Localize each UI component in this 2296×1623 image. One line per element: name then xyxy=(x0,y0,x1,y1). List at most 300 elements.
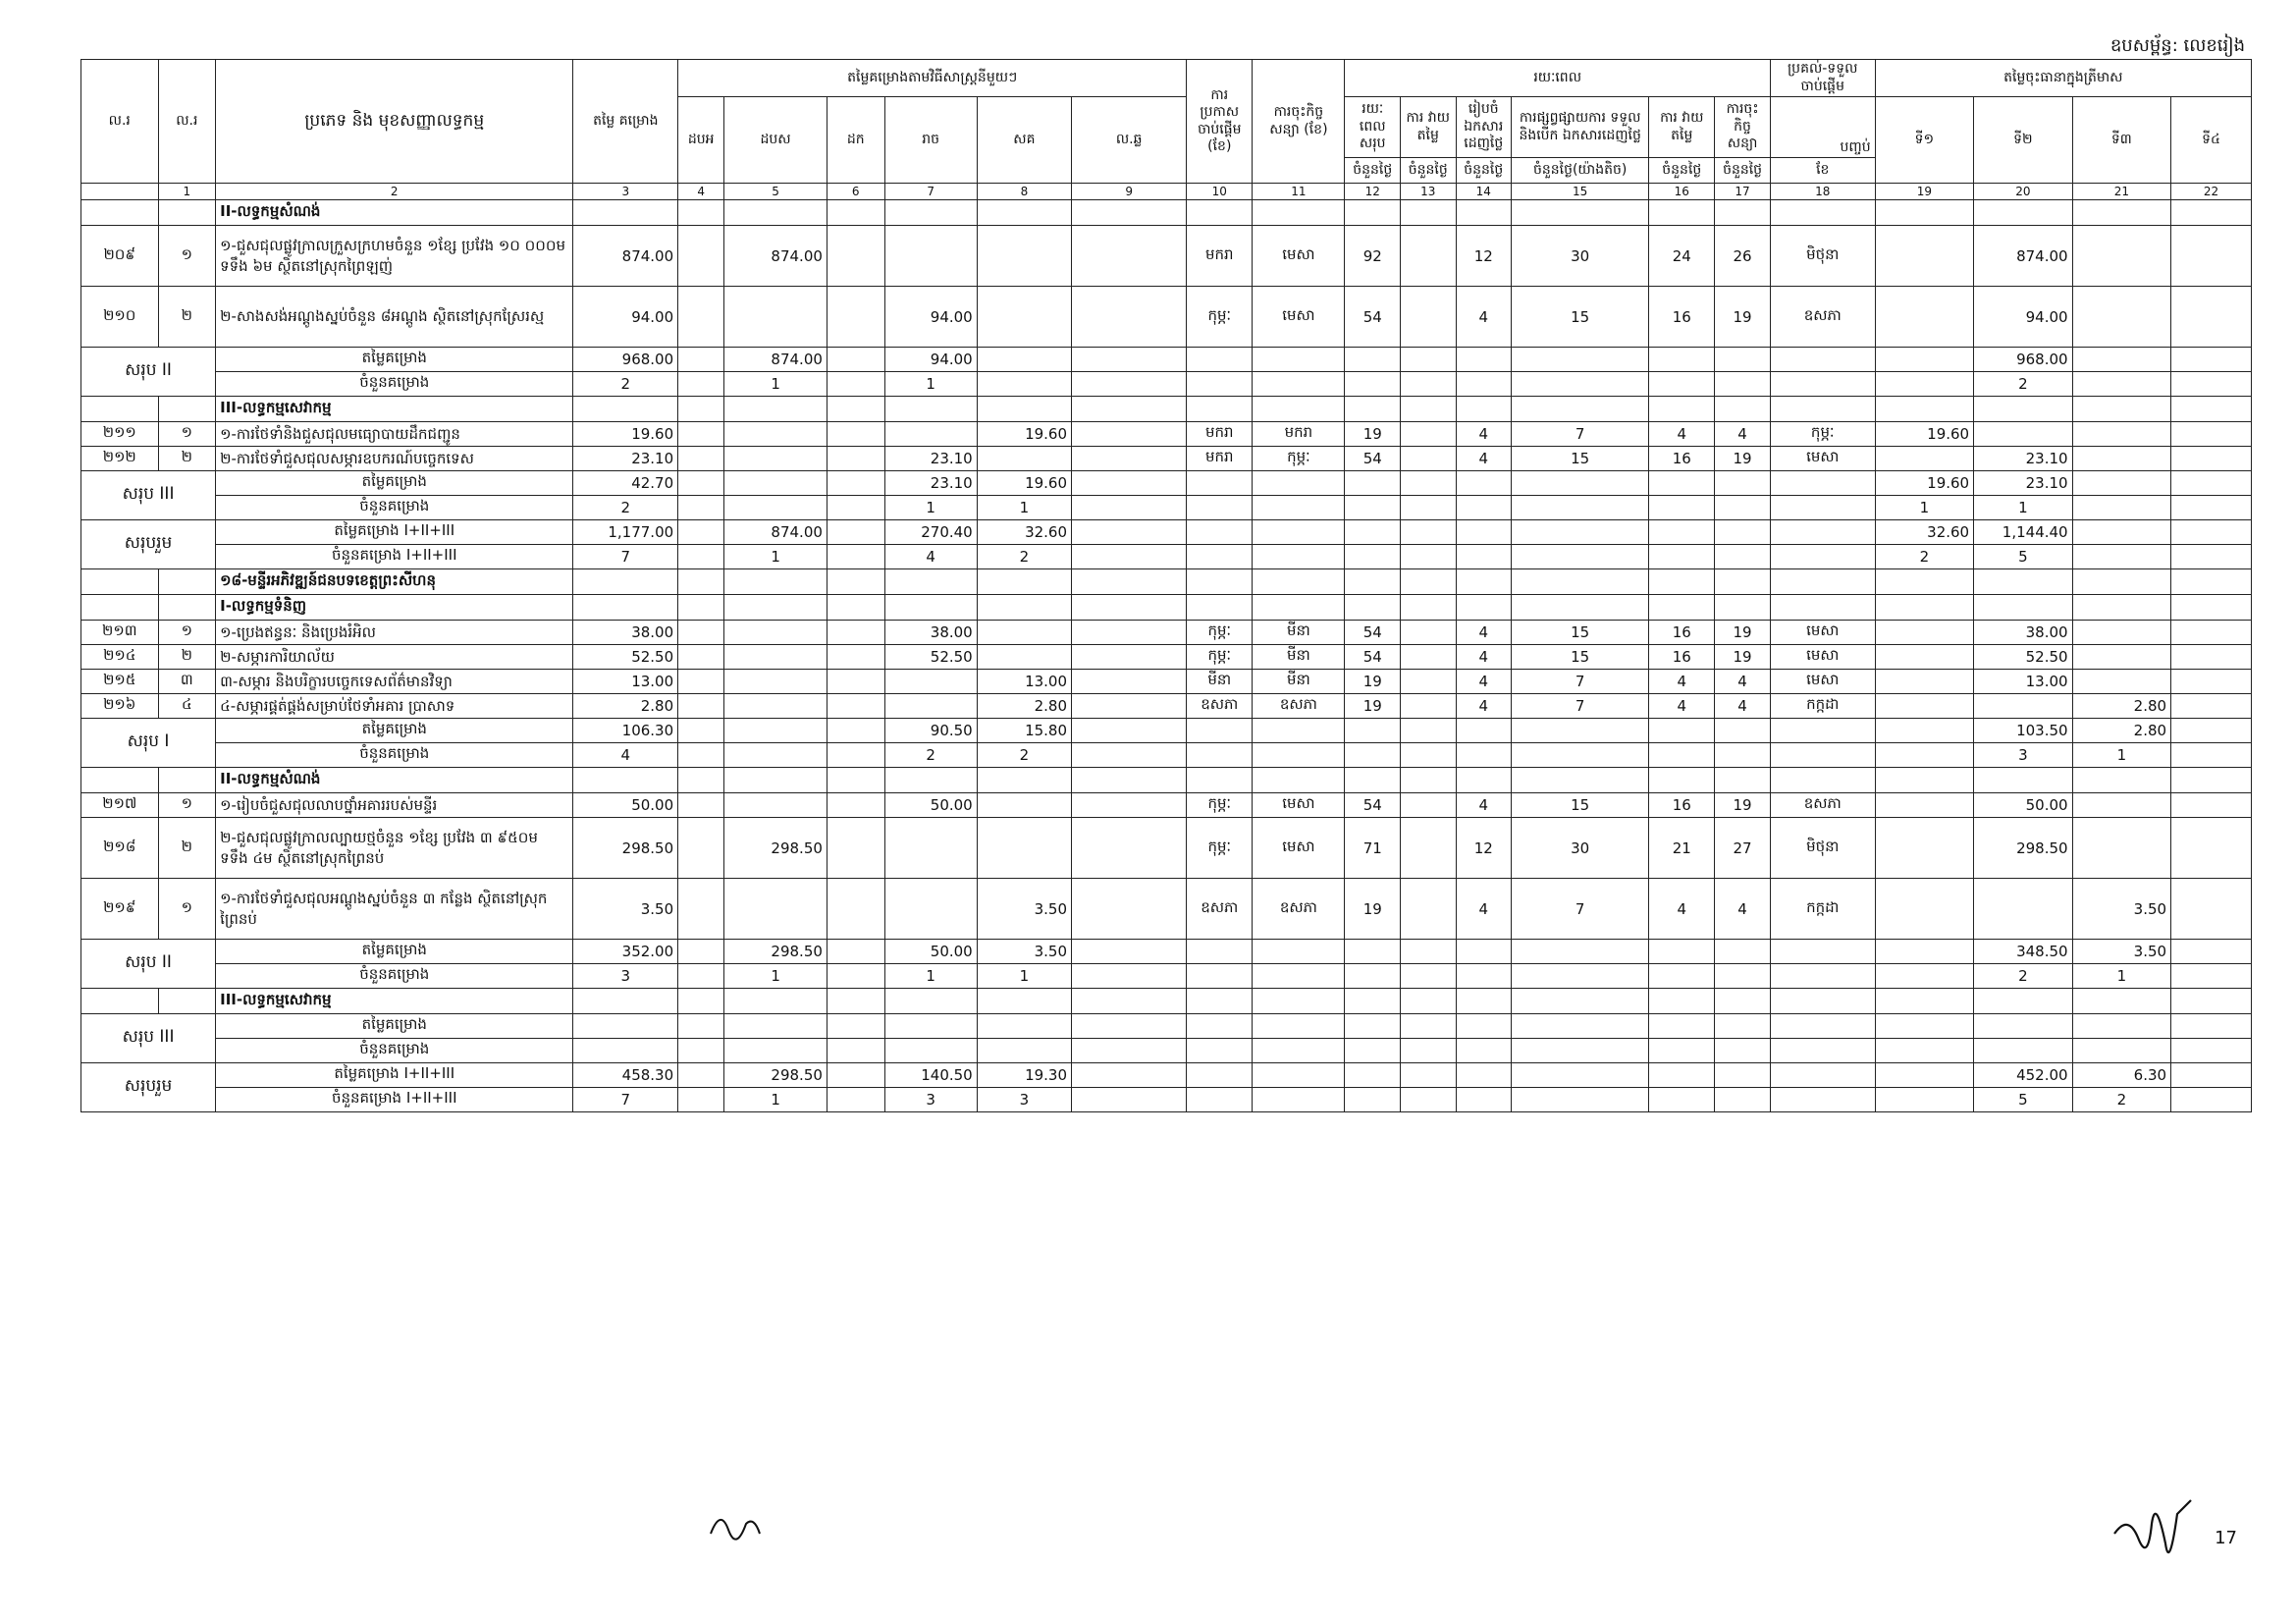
table-row xyxy=(81,670,2252,694)
blank-cell xyxy=(827,471,884,496)
value-m4: 52.50 xyxy=(884,645,977,670)
value-m4 xyxy=(884,694,977,719)
value-q2: 298.50 xyxy=(1974,818,2072,879)
value-m5: 13.00 xyxy=(977,670,1071,694)
column-number-cell: 22 xyxy=(2171,184,2252,200)
blank-cell xyxy=(1512,569,1649,595)
value-m4 xyxy=(884,422,977,447)
summary-row xyxy=(81,372,2252,397)
blank-cell xyxy=(1875,768,1973,793)
summary-m4: 2 xyxy=(884,743,977,768)
value-m4: 94.00 xyxy=(884,287,977,348)
value-q3: 3.50 xyxy=(2072,879,2170,940)
summary-q2: 5 xyxy=(1974,1088,2072,1112)
column-number-cell: 5 xyxy=(724,184,828,200)
blank-cell xyxy=(1770,768,1875,793)
blank-cell xyxy=(1345,348,1401,372)
value-t1: 19 xyxy=(1345,670,1401,694)
summary-q1 xyxy=(1875,372,1973,397)
blank-cell xyxy=(1072,471,1187,496)
blank-cell xyxy=(158,595,216,621)
value-m2 xyxy=(724,670,828,694)
summary-row xyxy=(81,719,2252,743)
blank-cell xyxy=(1456,569,1512,595)
summary-m4: 23.10 xyxy=(884,471,977,496)
blank-cell xyxy=(1253,520,1345,545)
value-q1 xyxy=(1875,879,1973,940)
section-title: II-លទ្ធកម្មសំណង់ xyxy=(216,200,573,226)
column-number-cell: 6 xyxy=(827,184,884,200)
blank-cell xyxy=(1072,1039,1187,1063)
summary-m4: 1 xyxy=(884,372,977,397)
blank-cell xyxy=(1456,1014,1512,1039)
value-t1: 19 xyxy=(1345,694,1401,719)
value-m5: 2.80 xyxy=(977,694,1071,719)
blank-cell xyxy=(158,569,216,595)
value-m5: 3.50 xyxy=(977,879,1071,940)
value-start: កុម្ភៈ xyxy=(1187,645,1253,670)
value-q2: 38.00 xyxy=(1974,621,2072,645)
table-body xyxy=(81,200,2252,1112)
value-q2 xyxy=(1974,879,2072,940)
quarter-group-header: តម្លៃចុះធានាក្នុងត្រីមាស xyxy=(1875,60,2251,97)
blank-cell xyxy=(1649,348,1715,372)
blank-cell xyxy=(1649,1088,1715,1112)
col-t3-header: រៀបចំ ឯកសារ ដេញថ្លៃ xyxy=(1456,97,1512,158)
summary-sublabel: ចំនួនគម្រោង xyxy=(216,964,573,989)
summary-m2: 298.50 xyxy=(724,940,828,964)
deliver-end-header: បញ្ចប់ xyxy=(1770,97,1875,158)
blank-cell xyxy=(1715,545,1771,569)
value-t3: 4 xyxy=(1456,645,1512,670)
summary-label: សរុប III xyxy=(81,1014,216,1063)
summary-q3 xyxy=(2072,1039,2170,1063)
value-m6 xyxy=(1072,793,1187,818)
blank-cell xyxy=(1512,989,1649,1014)
value-m3 xyxy=(827,793,884,818)
blank-cell xyxy=(884,397,977,422)
blank-cell xyxy=(724,595,828,621)
item-seq: ១ xyxy=(158,793,216,818)
value-t4: 7 xyxy=(1512,879,1649,940)
column-number-cell: 14 xyxy=(1456,184,1512,200)
summary-m4 xyxy=(884,1039,977,1063)
blank-cell xyxy=(1715,1014,1771,1039)
blank-cell xyxy=(1456,940,1512,964)
summary-m4: 50.00 xyxy=(884,940,977,964)
value-q1 xyxy=(1875,818,1973,879)
summary-q2: 2 xyxy=(1974,372,2072,397)
blank-cell xyxy=(1187,1063,1253,1088)
blank-cell xyxy=(1253,1039,1345,1063)
summary-m5: 19.30 xyxy=(977,1063,1071,1088)
value-q1: 19.60 xyxy=(1875,422,1973,447)
section-title: II-លទ្ធកម្មសំណង់ xyxy=(216,768,573,793)
summary-sublabel: តម្លៃគម្រោង I+II+III xyxy=(216,1063,573,1088)
item-number: ២១៩ xyxy=(81,879,159,940)
blank-cell xyxy=(1715,940,1771,964)
blank-cell xyxy=(1401,964,1457,989)
value-t2 xyxy=(1401,793,1457,818)
blank-cell xyxy=(1974,595,2072,621)
value-deliver: កក្កដា xyxy=(1770,694,1875,719)
blank-cell xyxy=(1649,719,1715,743)
value-t6: 27 xyxy=(1715,818,1771,879)
summary-q3 xyxy=(2072,496,2170,520)
blank-cell xyxy=(1401,520,1457,545)
column-number-cell: 18 xyxy=(1770,184,1875,200)
value-t1: 71 xyxy=(1345,818,1401,879)
value-m1 xyxy=(678,694,724,719)
value-sign: មករា xyxy=(1253,422,1345,447)
blank-cell xyxy=(1649,743,1715,768)
value-m4: 23.10 xyxy=(884,447,977,471)
blank-cell xyxy=(1187,397,1253,422)
column-number-cell: 4 xyxy=(678,184,724,200)
blank-cell xyxy=(724,397,828,422)
value-q3 xyxy=(2072,447,2170,471)
value-t3: 4 xyxy=(1456,670,1512,694)
value-t3: 4 xyxy=(1456,793,1512,818)
summary-q2: 3 xyxy=(1974,743,2072,768)
blank-cell xyxy=(1512,471,1649,496)
summary-q3: 1 xyxy=(2072,964,2170,989)
blank-cell xyxy=(1649,768,1715,793)
value-cost: 94.00 xyxy=(573,287,678,348)
value-q1 xyxy=(1875,287,1973,348)
section-title: III-លទ្ធកម្មសេវាកម្ម xyxy=(216,989,573,1014)
summary-m4 xyxy=(884,1014,977,1039)
blank-cell xyxy=(1649,989,1715,1014)
blank-cell xyxy=(1401,1039,1457,1063)
blank-cell xyxy=(678,496,724,520)
item-description: ២-ការថែទាំជួសជុលសម្ភារឧបករណ៍បច្ចេកទេស xyxy=(216,447,573,471)
value-t3: 4 xyxy=(1456,879,1512,940)
value-t2 xyxy=(1401,621,1457,645)
summary-q2: 1,144.40 xyxy=(1974,520,2072,545)
col-m5-header: សគ xyxy=(977,97,1071,184)
value-q1 xyxy=(1875,645,1973,670)
blank-cell xyxy=(1253,940,1345,964)
summary-q1 xyxy=(1875,1063,1973,1088)
blank-cell xyxy=(1875,200,1973,226)
blank-cell xyxy=(1072,1088,1187,1112)
value-t2 xyxy=(1401,670,1457,694)
blank-cell xyxy=(678,1039,724,1063)
value-t3: 4 xyxy=(1456,447,1512,471)
blank-cell xyxy=(1649,569,1715,595)
blank-cell xyxy=(827,940,884,964)
value-sign: មីនា xyxy=(1253,670,1345,694)
blank-cell xyxy=(2072,989,2170,1014)
value-sign: ឧសភា xyxy=(1253,879,1345,940)
blank-cell xyxy=(573,397,678,422)
value-t1: 54 xyxy=(1345,447,1401,471)
summary-sublabel: ចំនួនគម្រោង xyxy=(216,743,573,768)
summary-q1 xyxy=(1875,719,1973,743)
value-t3: 4 xyxy=(1456,287,1512,348)
blank-cell xyxy=(977,569,1071,595)
col-type-header: ប្រភេទ និង មុខសញ្ញាលទ្ធកម្ម xyxy=(216,60,573,184)
value-q2 xyxy=(1974,422,2072,447)
value-m2 xyxy=(724,793,828,818)
summary-cost: 968.00 xyxy=(573,348,678,372)
blank-cell xyxy=(1770,397,1875,422)
summary-m2 xyxy=(724,1039,828,1063)
value-t5: 4 xyxy=(1649,879,1715,940)
blank-cell xyxy=(1345,768,1401,793)
blank-cell xyxy=(1649,1063,1715,1088)
blank-cell xyxy=(1456,372,1512,397)
blank-cell xyxy=(678,743,724,768)
column-number-cell: 7 xyxy=(884,184,977,200)
blank-cell xyxy=(1072,569,1187,595)
item-seq: ២ xyxy=(158,645,216,670)
blank-cell xyxy=(678,964,724,989)
value-m2 xyxy=(724,879,828,940)
summary-m5 xyxy=(977,1039,1071,1063)
blank-cell xyxy=(1072,545,1187,569)
value-t3: 4 xyxy=(1456,422,1512,447)
summary-m2: 1 xyxy=(724,1088,828,1112)
blank-cell xyxy=(1253,372,1345,397)
value-cost: 50.00 xyxy=(573,793,678,818)
blank-cell xyxy=(1770,940,1875,964)
value-t5: 21 xyxy=(1649,818,1715,879)
blank-cell xyxy=(1345,719,1401,743)
value-m1 xyxy=(678,447,724,471)
item-seq: ១ xyxy=(158,422,216,447)
summary-sublabel: ចំនួនគម្រោង xyxy=(216,496,573,520)
section-row xyxy=(81,768,2252,793)
blank-cell xyxy=(1072,719,1187,743)
value-q3 xyxy=(2072,287,2170,348)
blank-cell xyxy=(827,595,884,621)
summary-q1: 19.60 xyxy=(1875,471,1973,496)
value-cost: 19.60 xyxy=(573,422,678,447)
blank-cell xyxy=(1456,1088,1512,1112)
blank-cell xyxy=(1974,768,2072,793)
blank-cell xyxy=(1456,200,1512,226)
value-t4: 15 xyxy=(1512,447,1649,471)
value-q3: 2.80 xyxy=(2072,694,2170,719)
item-number: ២០៩ xyxy=(81,226,159,287)
blank-cell xyxy=(1456,471,1512,496)
summary-q3: 6.30 xyxy=(2072,1063,2170,1088)
blank-cell xyxy=(1345,940,1401,964)
col-no1-header: ល.រ xyxy=(81,60,159,184)
summary-cost: 7 xyxy=(573,545,678,569)
summary-row xyxy=(81,496,2252,520)
blank-cell xyxy=(1512,1039,1649,1063)
summary-q2: 103.50 xyxy=(1974,719,2072,743)
blank-cell xyxy=(1072,743,1187,768)
value-m2 xyxy=(724,621,828,645)
blank-cell xyxy=(158,989,216,1014)
blank-cell xyxy=(678,719,724,743)
value-start: កុម្ភៈ xyxy=(1187,287,1253,348)
value-t1: 92 xyxy=(1345,226,1401,287)
col-no2-header: ល.រ xyxy=(158,60,216,184)
column-number-cell: 17 xyxy=(1715,184,1771,200)
unit-month: ខែ xyxy=(1770,158,1875,184)
value-q4 xyxy=(2171,694,2252,719)
col-cost-header: តម្លៃ គម្រោង xyxy=(573,60,678,184)
blank-cell xyxy=(1187,496,1253,520)
blank-cell xyxy=(1187,471,1253,496)
unit-days-1: ចំនួនថ្ងៃ xyxy=(1345,158,1401,184)
summary-row xyxy=(81,743,2252,768)
table-row xyxy=(81,879,2252,940)
blank-cell xyxy=(1715,743,1771,768)
blank-cell xyxy=(827,1063,884,1088)
summary-m5: 19.60 xyxy=(977,471,1071,496)
summary-cost: 2 xyxy=(573,372,678,397)
item-description: ១-ការថែទាំនិងជួសជុលមធ្យោបាយដឹកជញ្ជូន xyxy=(216,422,573,447)
procurement-plan-table xyxy=(80,59,2252,1112)
col-m2-header: ដបស xyxy=(724,97,828,184)
summary-sublabel: ចំនួនគម្រោង I+II+III xyxy=(216,1088,573,1112)
value-t5: 4 xyxy=(1649,694,1715,719)
col-t1-header: រយៈពេល សរុប xyxy=(1345,97,1401,158)
blank-cell xyxy=(1401,595,1457,621)
blank-cell xyxy=(1253,768,1345,793)
summary-m4: 3 xyxy=(884,1088,977,1112)
item-description: ១-ជួសជុលផ្លូវក្រាលក្រួសក្រហមចំនួន ១ខ្សែ ប្រវែង ១០ ០០០ម ទទឹង ៦ម ស្ថិតនៅស្រុកព្រៃឡញ់ xyxy=(216,226,573,287)
value-m3 xyxy=(827,670,884,694)
blank-cell xyxy=(1875,989,1973,1014)
blank-cell xyxy=(1345,1063,1401,1088)
value-t6: 4 xyxy=(1715,670,1771,694)
blank-cell xyxy=(1649,1039,1715,1063)
col-sign-header: ការចុះកិច្ច សន្យា (ខែ) xyxy=(1253,60,1345,184)
blank-cell xyxy=(1401,1014,1457,1039)
summary-m2 xyxy=(724,496,828,520)
blank-cell xyxy=(827,1039,884,1063)
value-cost: 2.80 xyxy=(573,694,678,719)
blank-cell xyxy=(2072,768,2170,793)
summary-q4 xyxy=(2171,743,2252,768)
blank-cell xyxy=(884,595,977,621)
blank-cell xyxy=(1770,595,1875,621)
value-q4 xyxy=(2171,879,2252,940)
value-m1 xyxy=(678,226,724,287)
value-t6: 4 xyxy=(1715,694,1771,719)
column-number-cell: 8 xyxy=(977,184,1071,200)
value-t2 xyxy=(1401,879,1457,940)
value-t6: 19 xyxy=(1715,287,1771,348)
blank-cell xyxy=(678,1014,724,1039)
signature-initial-right xyxy=(2109,1494,2197,1577)
blank-cell xyxy=(1187,348,1253,372)
summary-label: សរុប II xyxy=(81,940,216,989)
col-t6-header: ការចុះ កិច្ចសន្យា xyxy=(1715,97,1771,158)
blank-cell xyxy=(1187,964,1253,989)
value-t5: 16 xyxy=(1649,287,1715,348)
blank-cell xyxy=(2171,595,2252,621)
summary-m5: 1 xyxy=(977,964,1071,989)
blank-cell xyxy=(1649,964,1715,989)
value-m2 xyxy=(724,447,828,471)
value-m1 xyxy=(678,645,724,670)
value-m1 xyxy=(678,621,724,645)
blank-cell xyxy=(1715,1063,1771,1088)
blank-cell xyxy=(573,768,678,793)
blank-cell xyxy=(678,200,724,226)
summary-q1 xyxy=(1875,1088,1973,1112)
value-m2: 298.50 xyxy=(724,818,828,879)
summary-row xyxy=(81,520,2252,545)
value-m6 xyxy=(1072,621,1187,645)
blank-cell xyxy=(1715,200,1771,226)
summary-cost xyxy=(573,1039,678,1063)
blank-cell xyxy=(827,964,884,989)
blank-cell xyxy=(158,200,216,226)
value-m1 xyxy=(678,879,724,940)
value-t4: 15 xyxy=(1512,645,1649,670)
value-sign: មីនា xyxy=(1253,621,1345,645)
blank-cell xyxy=(724,989,828,1014)
blank-cell xyxy=(977,768,1071,793)
value-q4 xyxy=(2171,621,2252,645)
summary-q4 xyxy=(2171,1014,2252,1039)
blank-cell xyxy=(827,348,884,372)
blank-cell xyxy=(1512,1014,1649,1039)
summary-m2 xyxy=(724,471,828,496)
unit-days-2: ចំនួនថ្ងៃ xyxy=(1401,158,1457,184)
blank-cell xyxy=(1187,1088,1253,1112)
blank-cell xyxy=(884,569,977,595)
blank-cell xyxy=(158,768,216,793)
summary-cost xyxy=(573,1014,678,1039)
blank-cell xyxy=(158,397,216,422)
value-q3 xyxy=(2072,793,2170,818)
blank-cell xyxy=(1512,1088,1649,1112)
value-m3 xyxy=(827,621,884,645)
value-m4 xyxy=(884,879,977,940)
value-sign: មេសា xyxy=(1253,226,1345,287)
value-deliver: មិថុនា xyxy=(1770,226,1875,287)
value-deliver: មេសា xyxy=(1770,447,1875,471)
value-m6 xyxy=(1072,645,1187,670)
value-t6: 19 xyxy=(1715,447,1771,471)
value-m2 xyxy=(724,694,828,719)
blank-cell xyxy=(1512,372,1649,397)
summary-q2 xyxy=(1974,1039,2072,1063)
value-t1: 54 xyxy=(1345,645,1401,670)
blank-cell xyxy=(1253,200,1345,226)
blank-cell xyxy=(1345,1088,1401,1112)
value-m5 xyxy=(977,226,1071,287)
blank-cell xyxy=(1345,743,1401,768)
blank-cell xyxy=(678,545,724,569)
col-m4-header: រាច xyxy=(884,97,977,184)
value-q3 xyxy=(2072,670,2170,694)
summary-sublabel: ចំនួនគម្រោង xyxy=(216,372,573,397)
blank-cell xyxy=(827,569,884,595)
value-m5 xyxy=(977,793,1071,818)
value-start: មករា xyxy=(1187,447,1253,471)
value-t5: 4 xyxy=(1649,422,1715,447)
summary-sublabel: តម្លៃគម្រោង xyxy=(216,940,573,964)
summary-sublabel: តម្លៃគម្រោង xyxy=(216,719,573,743)
value-q4 xyxy=(2171,818,2252,879)
value-m4: 38.00 xyxy=(884,621,977,645)
column-number-cell xyxy=(81,184,159,200)
blank-cell xyxy=(1974,569,2072,595)
value-t2 xyxy=(1401,422,1457,447)
blank-cell xyxy=(1715,496,1771,520)
